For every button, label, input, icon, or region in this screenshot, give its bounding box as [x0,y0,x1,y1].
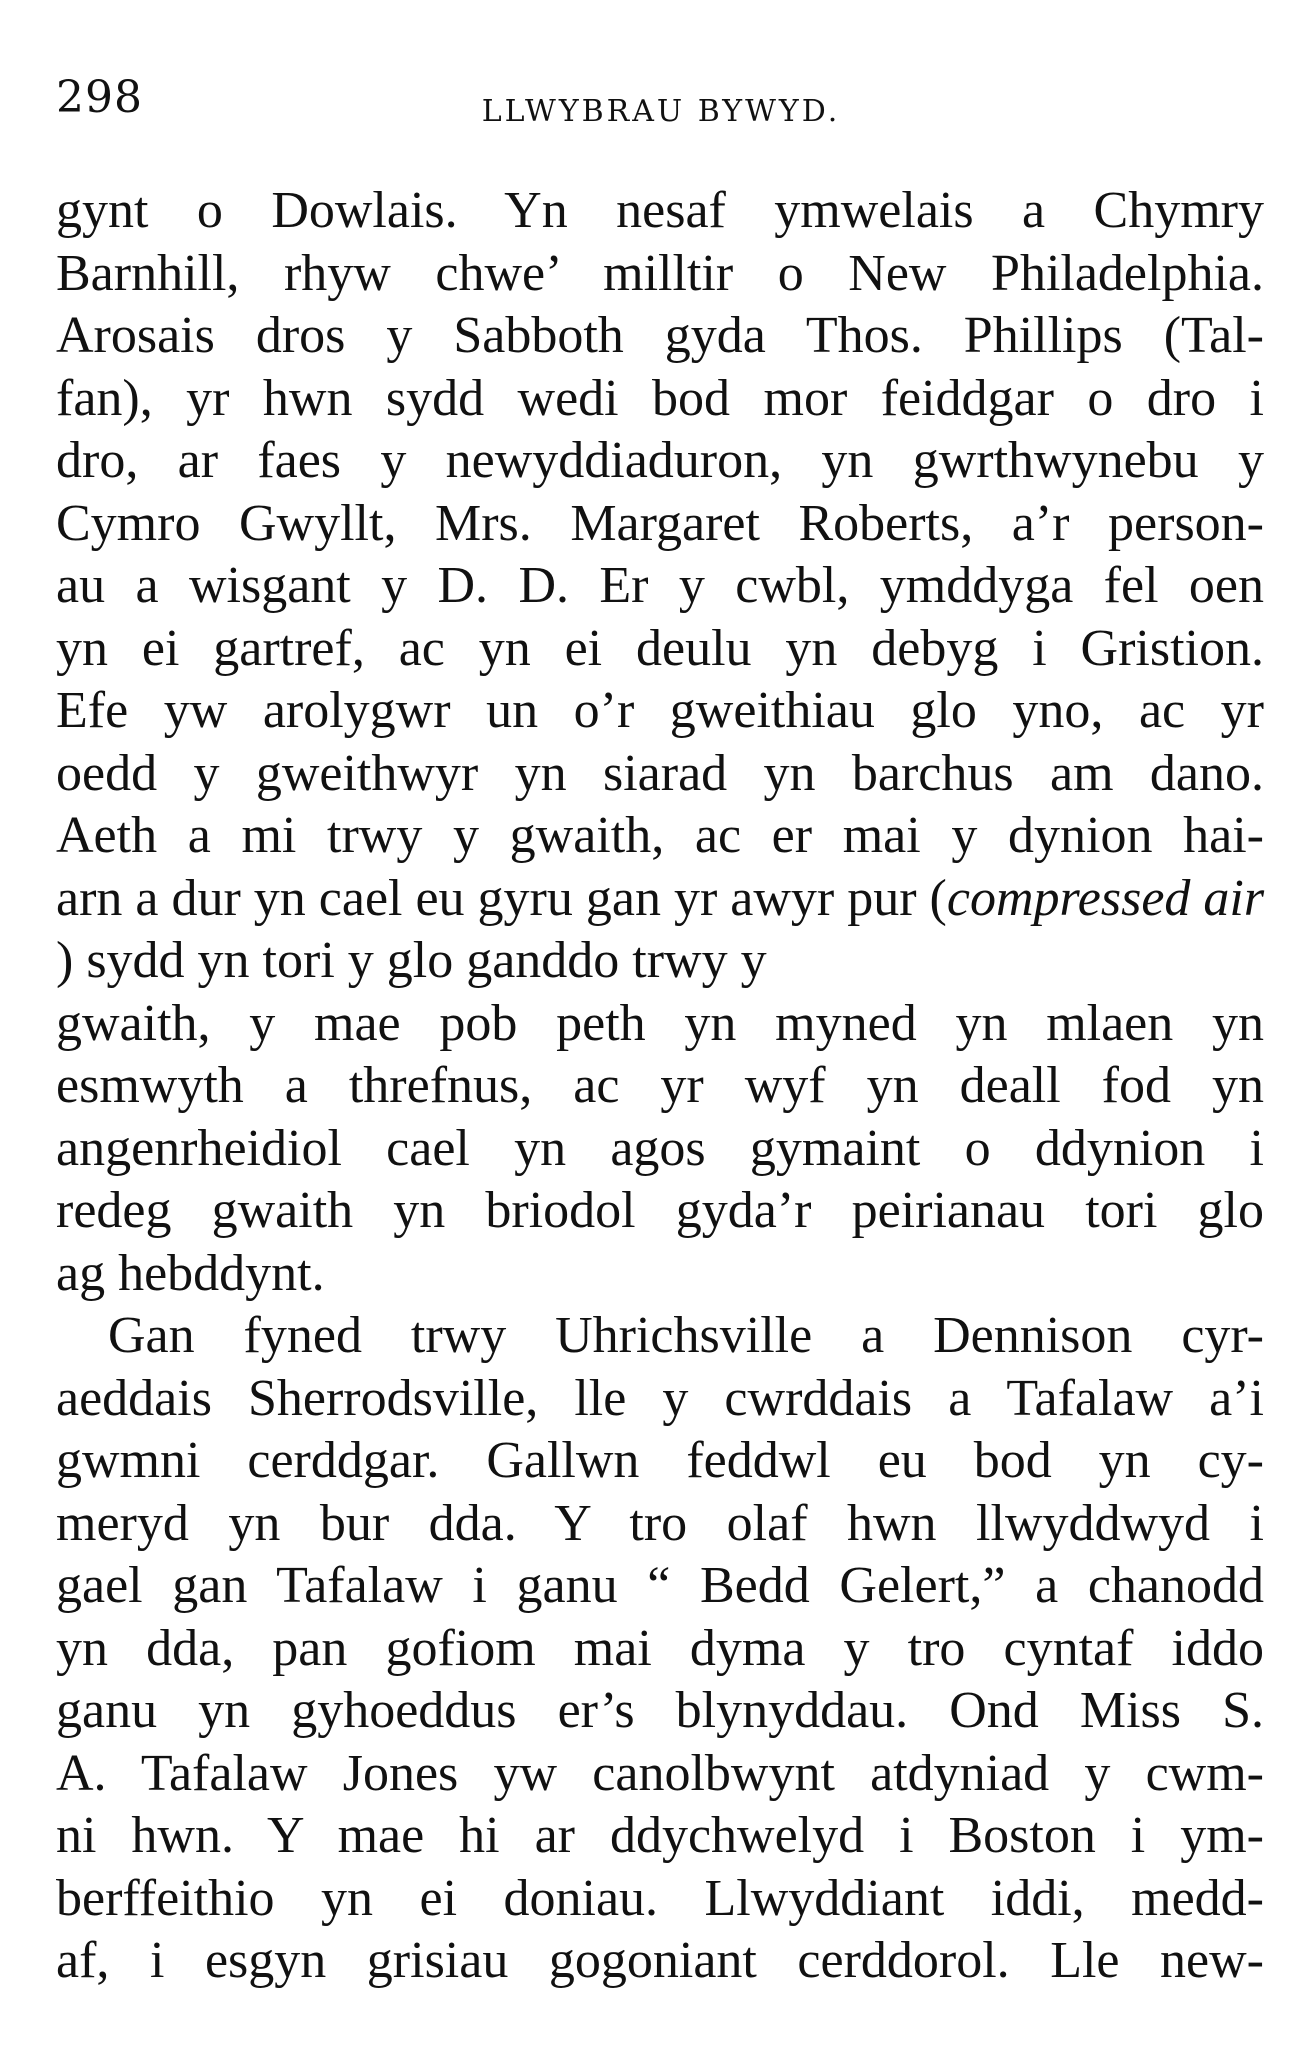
text-line: gwmni cerddgar. Gallwn feddwl eu bod yn cy- [56,1432,1264,1489]
text-line: esmwyth a threfnus, ac yr wyf yn deall fod yn [56,1057,1264,1114]
text-line: Gan fyned trwy Uhrichsville a Dennison cyr- [108,1307,1264,1364]
text-line: berffeithio yn ei doniau. Llwyddiant iddi, medd- [56,1869,1264,1927]
text-line: gael gan Tafalaw i ganu “ Bedd Gelert,” a chanodd [56,1557,1264,1614]
text-line: A. Tafalaw Jones yw canolbwynt atdyniad y cwm- [56,1744,1264,1802]
text-line: gynt o Dowlais. Yn nesaf ymwelais a Chymry [56,182,1264,239]
text-line: Cymro Gwyllt, Mrs. Margaret Roberts, a’r person- [56,494,1264,552]
italic-text: compressed air [946,869,1265,927]
text-segment: ) sydd yn tori y glo ganddo trwy y [56,932,767,989]
text-line: aeddais Sherrodsville, lle y cwrddais a Tafalaw a’i [56,1369,1264,1427]
text-line: oedd y gweithwyr yn siarad yn barchus am dano. [56,744,1264,802]
page-header [56,72,1266,132]
body-text [56,180,1264,1993]
text-line: angenrheidiol cael yn agos gymaint o ddynion i [56,1119,1264,1177]
text-line: yn ei gartref, ac yn ei deulu yn debyg i Gristion. [56,619,1264,677]
text-line [56,868,1264,931]
text-line: Efe yw arolygwr un o’r gweithiau glo yno, ac yr [56,682,1264,739]
text-line: ganu yn gyhoeddus er’s blynyddau. Ond Miss S. [56,1682,1264,1739]
text-line: redeg gwaith yn briodol gyda’r peirianau tori glo [56,1182,1264,1239]
text-line: au a wisgant y D. D. Er y cwbl, ymddyga fel oen [56,557,1264,614]
text-line: dro, ar faes y newyddiaduron, yn gwrthwynebu y [56,432,1264,489]
text-line: Barnhill, rhyw chwe’ milltir o New Philadelphia. [56,244,1264,302]
text-line: gwaith, y mae pob peth yn myned yn mlaen yn [56,994,1264,1052]
text-line [56,930,1264,993]
running-title: LLWYBRAU BYWYD. [481,94,841,129]
text-line: af, i esgyn grisiau gogoniant cerddorol. Lle new- [56,1932,1264,1989]
text-line: Arosais dros y Sabboth gyda Thos. Phillips (Tal- [56,307,1264,364]
text-line: ag hebddynt. [56,1244,325,1302]
text-segment: arn a dur yn cael eu gyru gan yr awyr pur ( [56,869,947,927]
text-line: yn dda, pan gofiom mai dyma y tro cyntaf iddo [56,1619,1264,1677]
text-line: ni hwn. Y mae hi ar ddychwelyd i Boston i ym- [56,1807,1264,1864]
text-line: meryd yn bur dda. Y tro olaf hwn llwyddwyd i [56,1494,1264,1552]
page-number: 298 [56,72,143,123]
text-line: fan), yr hwn sydd wedi bod mor feiddgar o dro i [56,369,1264,427]
text-line: Aeth a mi trwy y gwaith, ac er mai y dynion hai- [56,807,1264,864]
